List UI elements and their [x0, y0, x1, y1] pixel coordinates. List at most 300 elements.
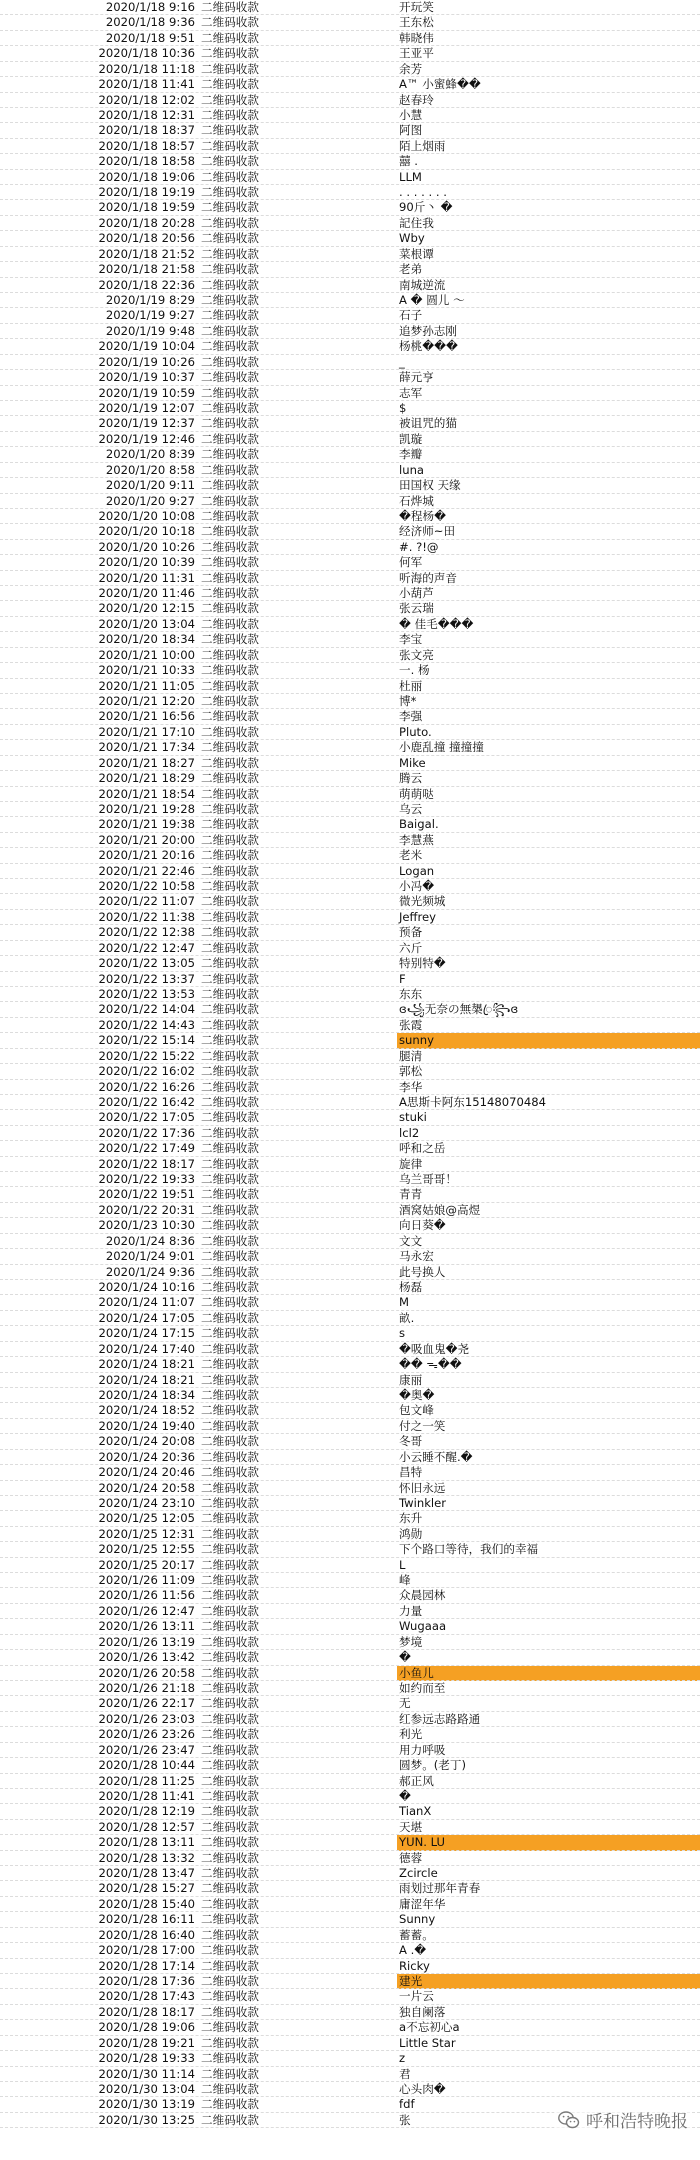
table-row — [0, 2020, 700, 2035]
datetime-cell: 2020/1/28 17:43 — [0, 1989, 195, 2004]
payment-type-cell: 二维码收款 — [199, 1064, 396, 1079]
table-row — [0, 1234, 700, 1249]
payment-type-cell: 二维码收款 — [199, 1450, 396, 1465]
payer-name-cell: 红参远志路路通 — [399, 1711, 481, 1726]
payment-type-cell: 二维码收款 — [199, 1511, 396, 1526]
payer-name-cell: 薛元亨 — [399, 370, 434, 385]
table-row — [0, 617, 700, 632]
payer-name-cell: M — [399, 1295, 410, 1310]
datetime-cell: 2020/1/18 10:36 — [0, 46, 195, 61]
table-row — [0, 1943, 700, 1958]
table-row — [0, 1511, 700, 1526]
payment-type-cell: 二维码收款 — [199, 2097, 396, 2112]
table-row — [0, 1434, 700, 1449]
table-row — [0, 401, 700, 416]
datetime-cell: 2020/1/24 19:40 — [0, 1419, 195, 1434]
payer-name-cell: 经济师~田 — [399, 524, 456, 539]
payer-name-cell: Pluto. — [399, 724, 432, 739]
table-row — [0, 1018, 700, 1033]
table-row — [0, 62, 700, 77]
payment-type-cell: 二维码收款 — [199, 941, 396, 956]
datetime-cell: 2020/1/26 20:58 — [0, 1666, 195, 1681]
payment-type-cell: 二维码收款 — [199, 1080, 396, 1095]
datetime-cell: 2020/1/24 9:01 — [0, 1249, 195, 1264]
table-row — [0, 1450, 700, 1465]
datetime-cell: 2020/1/22 12:38 — [0, 925, 195, 940]
payer-name-cell: 凯璇 — [399, 431, 423, 446]
table-row — [0, 1974, 700, 1989]
payment-type-cell: 二维码收款 — [199, 1157, 396, 1172]
payment-type-cell: 二维码收款 — [199, 1851, 396, 1866]
table-row — [0, 1403, 700, 1418]
datetime-cell: 2020/1/19 12:37 — [0, 416, 195, 431]
payment-type-cell: 二维码收款 — [199, 756, 396, 771]
table-row — [0, 1789, 700, 1804]
payment-type-cell: 二维码收款 — [199, 247, 396, 262]
payer-name-cell: 小慧 — [399, 107, 423, 122]
datetime-cell: 2020/1/26 23:26 — [0, 1727, 195, 1742]
payer-name-cell: TianX — [399, 1804, 432, 1819]
payment-type-cell: 二维码收款 — [199, 1002, 396, 1017]
payment-type-cell: 二维码收款 — [199, 524, 396, 539]
payer-name-cell: 六斤 — [399, 940, 423, 955]
datetime-cell: 2020/1/18 20:56 — [0, 231, 195, 246]
table-row — [0, 1619, 700, 1634]
payer-name-cell: 君 — [399, 2066, 411, 2081]
datetime-cell: 2020/1/18 20:28 — [0, 216, 195, 231]
payment-type-cell: 二维码收款 — [199, 1835, 396, 1850]
datetime-cell: 2020/1/22 11:38 — [0, 910, 195, 925]
datetime-cell: 2020/1/22 14:43 — [0, 1018, 195, 1033]
payer-name-cell: 庸涩年华 — [399, 1896, 446, 1911]
payment-type-cell: 二维码收款 — [199, 1295, 396, 1310]
payment-type-cell: 二维码收款 — [199, 15, 396, 30]
table-row — [0, 848, 700, 863]
payment-type-cell: 二维码收款 — [199, 1110, 396, 1125]
payment-type-cell: 二维码收款 — [199, 355, 396, 370]
table-row — [0, 802, 700, 817]
payer-name-cell: 张霞 — [399, 1017, 423, 1032]
datetime-cell: 2020/1/26 23:47 — [0, 1743, 195, 1758]
payer-name-cell: 萌萌哒 — [399, 786, 434, 801]
payment-type-cell: 二维码收款 — [199, 416, 396, 431]
payer-name-cell: 記住我 — [399, 215, 434, 230]
table-row — [0, 278, 700, 293]
datetime-cell: 2020/1/21 22:46 — [0, 864, 195, 879]
payer-name-cell: 志军 — [399, 385, 423, 400]
payer-name-cell: 一. 杨 — [399, 663, 430, 678]
datetime-cell: 2020/1/28 18:17 — [0, 2005, 195, 2020]
payer-name-cell: 峰 — [399, 1573, 411, 1588]
datetime-cell: 2020/1/30 13:04 — [0, 2082, 195, 2097]
payer-name-cell: 李华 — [399, 1079, 423, 1094]
table-row — [0, 2036, 700, 2051]
payer-name-cell: 昌特 — [399, 1465, 423, 1480]
datetime-cell: 2020/1/25 12:05 — [0, 1511, 195, 1526]
table-row — [0, 1110, 700, 1125]
payment-type-cell: 二维码收款 — [199, 771, 396, 786]
table-row — [0, 185, 700, 200]
table-row — [0, 355, 700, 370]
table-row — [0, 1743, 700, 1758]
payment-type-cell: 二维码收款 — [199, 447, 396, 462]
datetime-cell: 2020/1/28 10:44 — [0, 1758, 195, 1773]
datetime-cell: 2020/1/20 9:11 — [0, 478, 195, 493]
table-row — [0, 46, 700, 61]
payment-type-cell: 二维码收款 — [199, 925, 396, 940]
datetime-cell: 2020/1/21 10:00 — [0, 648, 195, 663]
table-row — [0, 77, 700, 92]
datetime-cell: 2020/1/19 10:26 — [0, 355, 195, 370]
payer-name-cell: 开玩笑 — [399, 0, 434, 14]
payment-type-cell: 二维码收款 — [199, 1342, 396, 1357]
payment-type-cell: 二维码收款 — [199, 1758, 396, 1773]
payer-name-cell: 梦境 — [399, 1634, 423, 1649]
table-row — [0, 247, 700, 262]
payment-type-cell: 二维码收款 — [199, 1018, 396, 1033]
payer-name-cell: 呼和之岳 — [399, 1141, 446, 1156]
payment-type-cell: 二维码收款 — [199, 1542, 396, 1557]
payment-type-cell: 二维码收款 — [199, 694, 396, 709]
table-row — [0, 601, 700, 616]
datetime-cell: 2020/1/22 12:47 — [0, 941, 195, 956]
payer-name-cell: 微光频城 — [399, 894, 446, 909]
payer-name-cell: A � 圆儿 ～ — [399, 293, 465, 308]
datetime-cell: 2020/1/28 19:21 — [0, 2036, 195, 2051]
payment-type-cell: 二维码收款 — [199, 463, 396, 478]
table-row — [0, 339, 700, 354]
datetime-cell: 2020/1/19 12:07 — [0, 401, 195, 416]
payment-type-cell: 二维码收款 — [199, 308, 396, 323]
table-row — [0, 571, 700, 586]
table-row — [0, 1419, 700, 1434]
datetime-cell: 2020/1/21 18:29 — [0, 771, 195, 786]
table-row — [0, 1835, 700, 1850]
payer-name-cell: 德蓉 — [399, 1850, 423, 1865]
payment-type-cell: 二维码收款 — [199, 1635, 396, 1650]
payment-type-cell: 二维码收款 — [199, 0, 396, 15]
payer-name-cell: 被诅咒的猫 — [399, 416, 457, 431]
payer-name-cell: 小冯� — [399, 879, 435, 894]
payer-name-cell: A .� — [399, 1943, 427, 1958]
payer-name-cell: 圆梦。(老丁) — [399, 1758, 467, 1773]
payment-type-cell: 二维码收款 — [199, 1804, 396, 1819]
datetime-cell: 2020/1/24 18:34 — [0, 1388, 195, 1403]
payment-type-cell: 二维码收款 — [199, 1172, 396, 1187]
table-row — [0, 308, 700, 323]
payer-name-cell: A™ 小蜜蜂�� — [399, 77, 481, 92]
datetime-cell: 2020/1/20 8:39 — [0, 447, 195, 462]
payment-type-cell: 二维码收款 — [199, 894, 396, 909]
payer-name-cell: 听海的声音 — [399, 570, 457, 585]
datetime-cell: 2020/1/18 11:41 — [0, 77, 195, 92]
datetime-cell: 2020/1/20 18:34 — [0, 632, 195, 647]
table-row — [0, 432, 700, 447]
table-row — [0, 1666, 700, 1681]
payment-type-cell: 二维码收款 — [199, 1265, 396, 1280]
payment-type-cell: 二维码收款 — [199, 494, 396, 509]
payer-name-cell: 小鱼儿 — [397, 1666, 700, 1681]
table-row — [0, 894, 700, 909]
payment-type-cell: 二维码收款 — [199, 632, 396, 647]
payment-type-cell: 二维码收款 — [199, 571, 396, 586]
table-row — [0, 1496, 700, 1511]
table-row — [0, 1681, 700, 1696]
payer-name-cell: 一片云 — [399, 1989, 434, 2004]
payment-type-cell: 二维码收款 — [199, 910, 396, 925]
payment-type-cell: 二维码收款 — [199, 2113, 396, 2128]
payer-name-cell: 石烨城 — [399, 493, 434, 508]
watermark-text: 呼和浩特晚报 — [586, 2112, 688, 2132]
payer-name-cell: 老米 — [399, 848, 423, 863]
datetime-cell: 2020/1/26 13:11 — [0, 1619, 195, 1634]
payment-type-cell: 二维码收款 — [199, 555, 396, 570]
datetime-cell: 2020/1/19 10:04 — [0, 339, 195, 354]
datetime-cell: 2020/1/26 22:17 — [0, 1696, 195, 1711]
payer-name-cell: 李强 — [399, 709, 423, 724]
datetime-cell: 2020/1/21 17:34 — [0, 740, 195, 755]
table-row — [0, 679, 700, 694]
payment-type-cell: 二维码收款 — [199, 1311, 396, 1326]
datetime-cell: 2020/1/19 12:46 — [0, 432, 195, 447]
payer-name-cell: 心头肉� — [399, 2081, 446, 2096]
payment-type-cell: 二维码收款 — [199, 1187, 396, 1202]
datetime-cell: 2020/1/19 9:27 — [0, 308, 195, 323]
datetime-cell: 2020/1/25 20:17 — [0, 1558, 195, 1573]
table-row — [0, 1126, 700, 1141]
payment-type-cell: 二维码收款 — [199, 1619, 396, 1634]
payer-name-cell: 小葫芦 — [399, 586, 434, 601]
payer-name-cell: 李瓣 — [399, 447, 423, 462]
payment-type-cell: 二维码收款 — [199, 802, 396, 817]
payment-type-cell: 二维码收款 — [199, 1650, 396, 1665]
datetime-cell: 2020/1/24 17:15 — [0, 1326, 195, 1341]
payer-name-cell: 预备 — [399, 925, 423, 940]
payer-name-cell: F — [399, 971, 406, 986]
payer-name-cell: Ricky — [399, 1958, 430, 1973]
table-row — [0, 231, 700, 246]
datetime-cell: 2020/1/28 11:25 — [0, 1774, 195, 1789]
datetime-cell: 2020/1/24 18:21 — [0, 1357, 195, 1372]
datetime-cell: 2020/1/20 9:27 — [0, 494, 195, 509]
datetime-cell: 2020/1/20 8:58 — [0, 463, 195, 478]
table-row — [0, 787, 700, 802]
table-row — [0, 1866, 700, 1881]
payment-type-cell: 二维码收款 — [199, 987, 396, 1002]
table-row — [0, 216, 700, 231]
table-row — [0, 1033, 700, 1048]
table-row — [0, 910, 700, 925]
datetime-cell: 2020/1/21 18:27 — [0, 756, 195, 771]
datetime-cell: 2020/1/25 12:55 — [0, 1542, 195, 1557]
datetime-cell: 2020/1/28 17:14 — [0, 1959, 195, 1974]
payer-name-cell: 老弟 — [399, 262, 423, 277]
datetime-cell: 2020/1/20 11:31 — [0, 571, 195, 586]
table-row — [0, 1696, 700, 1711]
datetime-cell: 2020/1/26 13:42 — [0, 1650, 195, 1665]
datetime-cell: 2020/1/26 13:19 — [0, 1635, 195, 1650]
payer-name-cell: �� ᯓ�� — [399, 1357, 462, 1372]
payment-type-cell: 二维码收款 — [199, 1604, 396, 1619]
payment-type-cell: 二维码收款 — [199, 278, 396, 293]
datetime-cell: 2020/1/24 18:21 — [0, 1373, 195, 1388]
payment-type-cell: 二维码收款 — [199, 62, 396, 77]
datetime-cell: 2020/1/18 22:36 — [0, 278, 195, 293]
payer-name-cell: YUN. LU — [397, 1835, 700, 1850]
table-row — [0, 1928, 700, 1943]
datetime-cell: 2020/1/21 17:10 — [0, 725, 195, 740]
payment-type-cell: 二维码收款 — [199, 1943, 396, 1958]
payer-name-cell: fdf — [399, 2097, 415, 2112]
table-row — [0, 864, 700, 879]
datetime-cell: 2020/1/22 13:05 — [0, 956, 195, 971]
payer-name-cell: 蓄蓄。 — [399, 1927, 434, 1942]
payment-type-cell: 二维码收款 — [199, 2067, 396, 2082]
datetime-cell: 2020/1/22 17:36 — [0, 1126, 195, 1141]
payer-name-cell: Twinkler — [399, 1495, 447, 1510]
table-row — [0, 1218, 700, 1233]
payer-name-cell: 鸿勋 — [399, 1526, 423, 1541]
payment-type-cell: 二维码收款 — [199, 185, 396, 200]
payer-name-cell: �吸血鬼�尧 — [399, 1341, 470, 1356]
payer-name-cell: 90斤丶 � — [399, 200, 453, 215]
datetime-cell: 2020/1/24 23:10 — [0, 1496, 195, 1511]
table-row — [0, 725, 700, 740]
payer-name-cell: A思斯卡阿东15148070484 — [399, 1094, 547, 1109]
table-row — [0, 1959, 700, 1974]
watermark — [554, 2105, 692, 2134]
table-row — [0, 108, 700, 123]
datetime-cell: 2020/1/21 20:16 — [0, 848, 195, 863]
payer-name-cell: 韩晓伟 — [399, 30, 434, 45]
payer-name-cell: 建光 — [397, 1974, 700, 1989]
payment-type-cell: 二维码收款 — [199, 648, 396, 663]
datetime-cell: 2020/1/21 19:28 — [0, 802, 195, 817]
datetime-cell: 2020/1/28 13:11 — [0, 1835, 195, 1850]
table-row — [0, 1481, 700, 1496]
datetime-cell: 2020/1/24 20:36 — [0, 1450, 195, 1465]
payer-name-cell: 此号换人 — [399, 1264, 446, 1279]
payer-name-cell: s — [399, 1326, 406, 1341]
payment-type-cell: 二维码收款 — [199, 1866, 396, 1881]
table-row — [0, 1095, 700, 1110]
datetime-cell: 2020/1/20 10:08 — [0, 509, 195, 524]
datetime-cell: 2020/1/23 10:30 — [0, 1218, 195, 1233]
payer-name-cell: 天堪 — [399, 1819, 423, 1834]
payer-name-cell: sunny — [397, 1033, 700, 1048]
table-row — [0, 879, 700, 894]
table-row — [0, 1280, 700, 1295]
table-row — [0, 1588, 700, 1603]
payment-type-cell: 二维码收款 — [199, 601, 396, 616]
payer-name-cell: 陌上烟雨 — [399, 138, 446, 153]
payment-type-cell: 二维码收款 — [199, 170, 396, 185]
payment-type-cell: 二维码收款 — [199, 139, 396, 154]
payer-name-cell: 东东 — [399, 987, 423, 1001]
table-row — [0, 632, 700, 647]
payer-name-cell: Zcircle — [399, 1866, 438, 1881]
payment-type-cell: 二维码收款 — [199, 2020, 396, 2035]
table-row — [0, 1388, 700, 1403]
payment-type-cell: 二维码收款 — [199, 848, 396, 863]
payer-name-cell: 菜根谭 — [399, 246, 434, 261]
payer-name-cell: luna — [399, 462, 425, 477]
payment-type-cell: 二维码收款 — [199, 879, 396, 894]
payer-name-cell: 李宝 — [399, 632, 423, 647]
table-row — [0, 1542, 700, 1557]
payer-name-cell: 下个路口等待，我们的幸福 — [399, 1542, 539, 1557]
datetime-cell: 2020/1/28 16:11 — [0, 1912, 195, 1927]
payer-name-cell: 张 — [399, 2112, 411, 2127]
table-row — [0, 1342, 700, 1357]
payer-name-cell: _ — [399, 354, 405, 369]
datetime-cell: 2020/1/30 13:25 — [0, 2113, 195, 2128]
payment-type-cell: 二维码收款 — [199, 1280, 396, 1295]
payer-name-cell: Sunny — [399, 1912, 436, 1927]
table-row — [0, 1295, 700, 1310]
datetime-cell: 2020/1/24 20:46 — [0, 1465, 195, 1480]
payer-name-cell: 杜丽 — [399, 678, 423, 693]
table-row — [0, 93, 700, 108]
table-row — [0, 2051, 700, 2066]
payer-name-cell: 王亚平 — [399, 46, 434, 61]
datetime-cell: 2020/1/21 20:00 — [0, 833, 195, 848]
datetime-cell: 2020/1/28 15:27 — [0, 1881, 195, 1896]
payment-type-cell: 二维码收款 — [199, 339, 396, 354]
payer-name-cell: 何军 — [399, 555, 423, 570]
payment-type-cell: 二维码收款 — [199, 1789, 396, 1804]
payer-name-cell: 众晨园林 — [399, 1588, 446, 1603]
payer-name-cell: 追梦孙志刚 — [399, 323, 457, 338]
payment-type-cell: 二维码收款 — [199, 108, 396, 123]
table-row — [0, 2067, 700, 2082]
table-row — [0, 1635, 700, 1650]
payment-type-cell: 二维码收款 — [199, 1465, 396, 1480]
datetime-cell: 2020/1/22 16:26 — [0, 1080, 195, 1095]
datetime-cell: 2020/1/18 9:16 — [0, 0, 195, 15]
datetime-cell: 2020/1/25 12:31 — [0, 1527, 195, 1542]
payment-type-cell: 二维码收款 — [199, 1481, 396, 1496]
payment-type-cell: 二维码收款 — [199, 1727, 396, 1742]
datetime-cell: 2020/1/18 18:57 — [0, 139, 195, 154]
payment-type-cell: 二维码收款 — [199, 540, 396, 555]
payer-name-cell: 东升 — [399, 1511, 423, 1526]
table-row — [0, 1049, 700, 1064]
datetime-cell: 2020/1/22 13:53 — [0, 987, 195, 1002]
payment-type-cell: 二维码收款 — [199, 833, 396, 848]
table-row — [0, 740, 700, 755]
payment-type-cell: 二维码收款 — [199, 956, 396, 971]
payment-type-cell: 二维码收款 — [199, 200, 396, 215]
table-row — [0, 200, 700, 215]
payer-name-cell: 酒窝姑娘@高煜 — [399, 1202, 481, 1217]
payment-type-cell: 二维码收款 — [199, 1774, 396, 1789]
datetime-cell: 2020/1/26 21:18 — [0, 1681, 195, 1696]
datetime-cell: 2020/1/18 9:51 — [0, 31, 195, 46]
table-row — [0, 1465, 700, 1480]
datetime-cell: 2020/1/22 10:58 — [0, 879, 195, 894]
datetime-cell: 2020/1/22 11:07 — [0, 894, 195, 909]
payer-name-cell: 李慧燕 — [399, 832, 434, 847]
payment-type-cell: 二维码收款 — [199, 1527, 396, 1542]
payment-type-cell: 二维码收款 — [199, 1681, 396, 1696]
datetime-cell: 2020/1/21 19:38 — [0, 817, 195, 832]
table-row — [0, 1157, 700, 1172]
datetime-cell: 2020/1/24 17:40 — [0, 1342, 195, 1357]
datetime-cell: 2020/1/28 17:36 — [0, 1974, 195, 1989]
table-row — [0, 1265, 700, 1280]
payer-name-cell: 郝正风 — [399, 1773, 434, 1788]
